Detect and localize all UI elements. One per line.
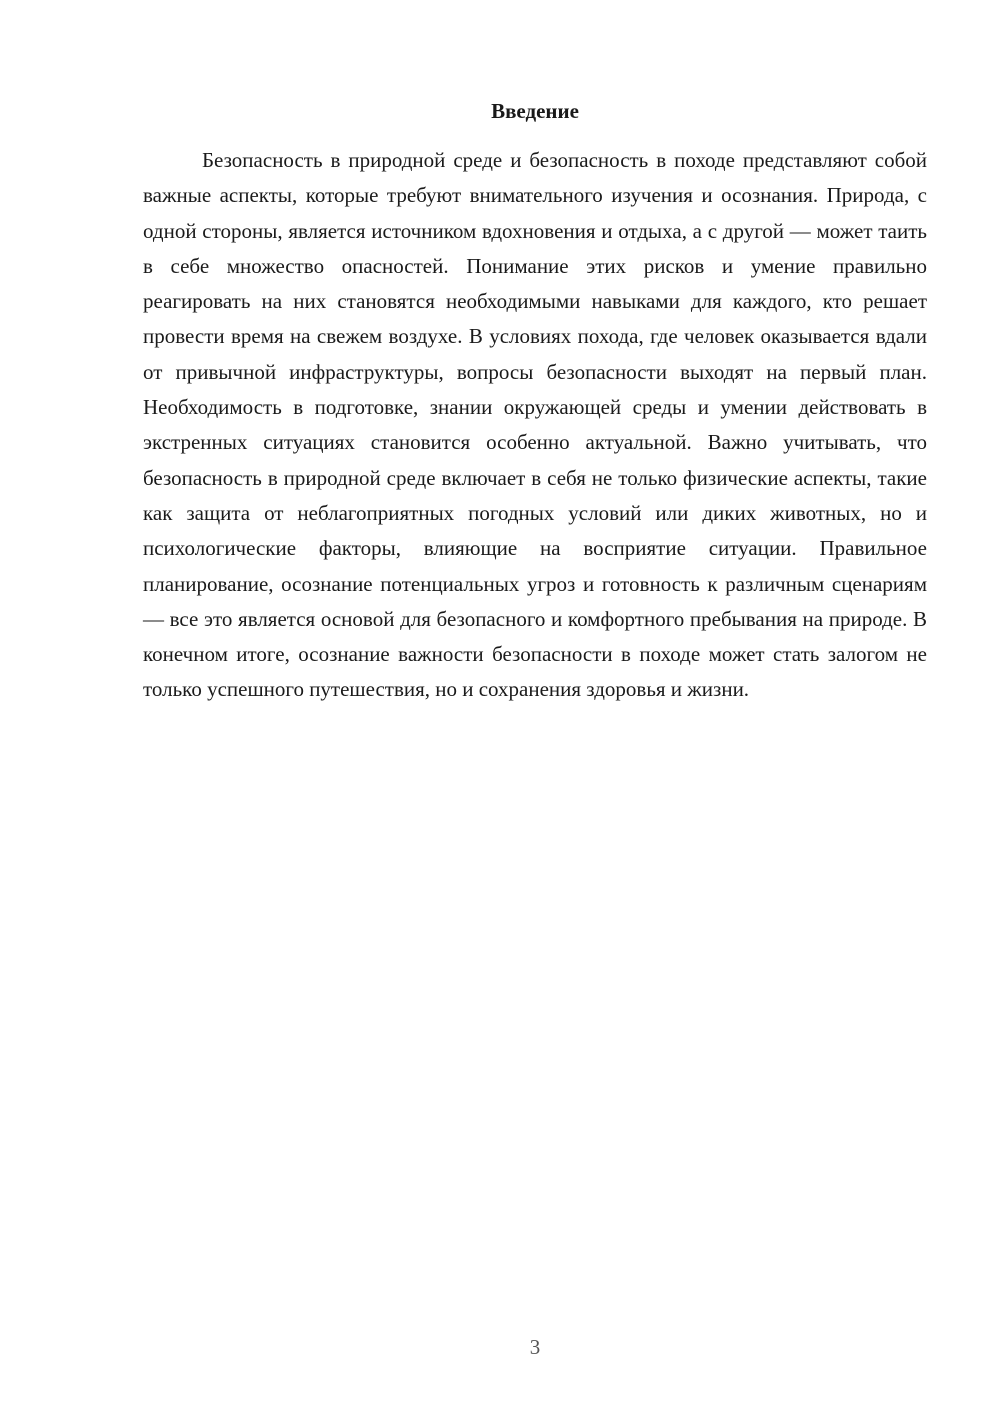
- page-number: 3: [529, 1335, 541, 1359]
- body-paragraph: Безопасность в природной среде и безопасность в походе представляют собой важные аспекты, которые требуют внимательного изучения и осознания. Природа, с одной стороны, является источником вдохновения и отдыха, а с другой — может таить в себе множество опасностей. Понимание этих рисков и умение правильно реагировать на них становятся необходимыми навыками для каждого, кто решает провести время на свежем воздухе. В условиях похода, где человек оказывается вдали от привычной инфраструктуры, вопросы безопасности выходят на первый план. Необходимость в подготовке, знании окружающей среды и умении действовать в экстренных ситуациях становится особенно актуальной. Важно учитывать, что безопасность в природной среде включает в себя не только физические аспекты, такие как защита от неблагоприятных погодных условий или диких животных, но и психологические факторы, влияющие на восприятие ситуации. Правильное планирование, осознание потенциальных угроз и готовность к различным сценариям — все это является основой для безопасного и комфортного пребывания на природе. В конечном итоге, осознание важности безопасности в походе может стать залогом не только успешного путешествия, но и сохранения здоровья и жизни.: [143, 148, 927, 702]
- section-heading: Введение: [491, 99, 579, 123]
